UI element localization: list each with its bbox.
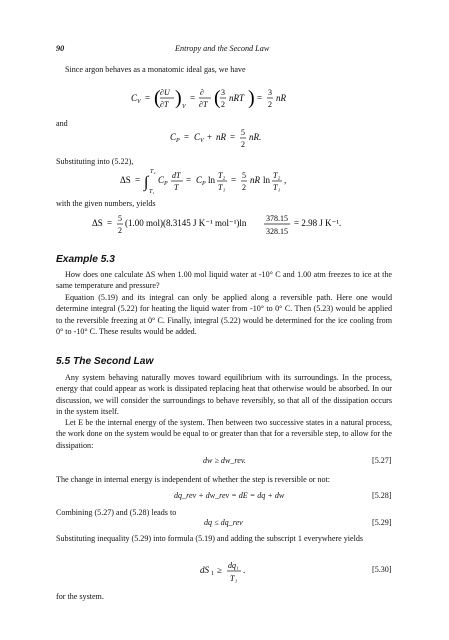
substituting-line-2: Substituting inequality (5.29) into formula (5.19) and adding the subscript 1 everywhere yields [56,534,364,543]
svg-text:dT: dT [172,171,181,180]
svg-text:ln: ln [263,175,271,185]
svg-text:=: = [107,218,113,228]
equation-numeric [92,208,372,242]
svg-text:2: 2 [241,140,245,149]
svg-text:=: = [231,175,237,185]
svg-text:2: 2 [221,100,225,109]
svg-text:(: ( [154,87,161,109]
svg-text:ΔS: ΔS [92,218,103,228]
svg-text:P: P [176,138,180,144]
svg-text:2: 2 [118,226,122,235]
svg-text:P: P [202,181,206,187]
running-title: Entropy and the Second Law [175,44,270,53]
svg-text:5: 5 [242,171,246,180]
equation-delta-s [120,164,320,200]
svg-text:V: V [137,99,141,105]
svg-text:=: = [145,93,151,103]
combining-line: Combining (5.27) and (5.28) leads to [56,508,177,517]
svg-text:T₂: T₂ [273,171,281,180]
svg-text:3: 3 [221,88,225,97]
svg-text:5: 5 [241,128,245,137]
svg-text:3: 3 [268,88,272,97]
substituting-line: Substituting into (5.22), [56,157,134,166]
svg-text:∂T: ∂T [160,100,169,109]
svg-text:5: 5 [118,214,122,223]
svg-text:2: 2 [268,100,272,109]
change-line: The change in internal energy is independent of whether the step is reversible or not: [56,475,331,484]
svg-text:T₂: T₂ [218,171,226,180]
svg-text:(1.00 mol)(8.3145 J K⁻¹ mol⁻¹): (1.00 mol)(8.3145 J K⁻¹ mol⁻¹)ln [125,218,247,228]
svg-text:∂T: ∂T [199,100,208,109]
svg-text:): ) [248,87,255,109]
svg-text:2: 2 [242,183,246,192]
svg-text:=: = [184,132,190,142]
equation-number-5-30: [5.30] [372,565,392,574]
svg-text:V: V [182,104,186,110]
svg-text:nR: nR [216,132,226,142]
equation-number-5-28: [5.28] [372,491,392,500]
svg-text:T: T [174,183,179,192]
intro-line: Since argon behaves as a monatomic ideal gas, we have [65,65,246,74]
svg-text:): ) [175,87,182,109]
svg-text:C: C [131,93,138,103]
svg-text:.: . [243,565,246,575]
svg-text:T₁: T₁ [218,183,226,192]
equation-5-28: dq_rev + dw_rev = dE = dq + dw [174,491,285,500]
closing-line: for the system. [56,592,104,601]
equation-cv [131,82,321,114]
svg-text:ln: ln [208,175,216,185]
svg-text:C: C [158,175,165,185]
svg-text:dq₁: dq₁ [228,561,239,570]
svg-text:T₁: T₁ [149,189,155,195]
page-number: 90 [56,44,65,53]
svg-text:nRT: nRT [229,93,245,103]
svg-text:=: = [186,175,192,185]
svg-text:nR: nR [276,93,286,103]
svg-text:1: 1 [211,571,214,577]
svg-text:C: C [196,175,203,185]
svg-text:+: + [207,132,213,142]
equation-5-30 [200,556,260,588]
svg-text:C: C [170,132,177,142]
svg-text:dS: dS [200,565,209,575]
svg-text:(: ( [214,87,221,109]
svg-text:≥: ≥ [217,565,222,575]
svg-text:P: P [164,181,168,187]
svg-text:T₁: T₁ [273,183,281,192]
section-title: 5.5 The Second Law [56,356,154,367]
svg-text:∫: ∫ [144,174,149,191]
svg-text:nR: nR [250,175,260,185]
svg-text:∂U: ∂U [160,88,170,97]
svg-text:328.15: 328.15 [266,227,288,236]
svg-text:nR.: nR. [249,132,262,142]
equation-number-5-27: [5.27] [372,456,392,465]
example-title: Example 5.3 [56,254,115,265]
and-word: and [56,119,68,128]
svg-text:,: , [284,175,287,185]
svg-text:=: = [190,93,196,103]
equation-5-27: dw ≥ dw_rev. [203,456,246,465]
svg-text:C: C [194,132,201,142]
equation-5-29: dq ≤ dq_rev [204,518,243,527]
section-para-1: Any system behaving naturally moves toward equilibrium with its surroundings. In the process, energy that could appear as work is dissipated replacing heat that otherwise would be absorbed. In our discussion, we will consider the surroundings to behave reversibly, so that all of the dissipation occurs in the system itself. [56,373,392,417]
svg-text:T₂: T₂ [150,169,156,175]
equation-cp [170,124,290,156]
svg-text:T₁: T₁ [230,574,238,583]
section-para-2: Let E be the internal energy of the system. Then between two successive states in a natural process, the work done on the system would be equal to or greater than that for a reversible step, to allow for the dissipation: [56,418,392,450]
svg-text:378.15: 378.15 [266,214,288,223]
svg-text:= 2.98 J K⁻¹.: = 2.98 J K⁻¹. [294,218,342,228]
svg-text:=: = [135,175,141,185]
svg-text:V: V [200,138,204,144]
given-numbers-line: with the given numbers, yields [56,199,156,208]
svg-text:=: = [230,132,236,142]
example-question: How does one calculate ΔS when 1.00 mol liquid water at -10° C and 1.00 atm freezes to ice at the same temperature and pressure? [56,270,392,291]
svg-text:∂: ∂ [200,88,204,97]
svg-text:ΔS: ΔS [120,175,131,185]
svg-text:=: = [257,93,263,103]
equation-number-5-29: [5.29] [372,518,392,527]
example-answer: Equation (5.19) and its integral can only be applied along a reversible path. Here one would determine integral (5.22) for heating the liquid water from -10° to 0° C. Then (5.23) would be applied to the reversible freezing at 0° C. Finally, integral (5.22) would be determined for the ice cooling from 0° to -10° C. These results would be added. [56,293,392,337]
